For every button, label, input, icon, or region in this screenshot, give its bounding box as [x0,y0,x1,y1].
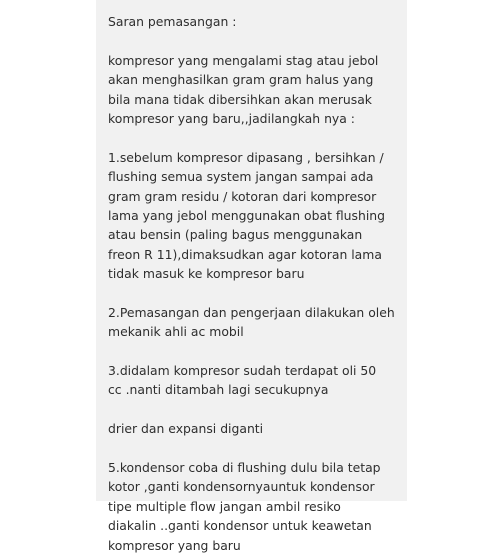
paragraph-gap [108,342,408,361]
note-line: cc .nanti ditambah lagi secukupnya [108,382,329,398]
note-line: diakalin ..ganti kondensor untuk keawetan [108,518,372,534]
note-line: kompresor yang baru,,jadilangkah nya : [108,110,355,126]
note-line: tidak masuk ke kompresor baru [108,266,305,282]
paragraph-gap [108,283,408,302]
note-heading: Saran pemasangan : [108,14,237,29]
note-line: bila mana tidak dibersihkan akan merusak [108,91,372,107]
note-line: atau bensin (paling bagus menggunakan [108,227,363,243]
note-line: flushing semua system jangan sampai ada [108,169,374,185]
note-line: kotor ,ganti kondensornyauntuk kondensor [108,479,375,495]
note-line: akan menghasilkan gram gram halus yang [108,72,374,88]
paragraph-gap [108,128,408,147]
note-line: kompresor yang mengalami stag atau jebol [108,52,379,68]
note-line: drier dan expansi diganti [108,421,264,437]
paragraph-gap [108,439,408,458]
note-line: gram gram residu / kotoran dari kompresor [108,188,377,204]
note-line: tipe multiple flow jangan ambil resiko [108,498,341,514]
note-panel [96,0,407,553]
note-line: mekanik ahli ac mobil [108,324,244,340]
paragraph-gap [108,400,408,419]
note-body [108,12,408,555]
note-line: 1.sebelum kompresor dipasang , bersihkan / [108,149,384,165]
note-line: 2.Pemasangan dan pengerjaan dilakukan oleh [108,304,395,320]
note-line: lama yang jebol menggunakan obat flushing [108,207,385,223]
note-line: freon R 11),dimaksudkan agar kotoran lama [108,246,382,262]
note-line: 5.kondensor coba di flushing dulu bila tetap [108,459,381,475]
note-line: 3.didalam kompresor sudah terdapat oli 50 [108,363,377,379]
note-line: kompresor yang baru [108,537,241,553]
paragraph-gap [108,31,408,50]
